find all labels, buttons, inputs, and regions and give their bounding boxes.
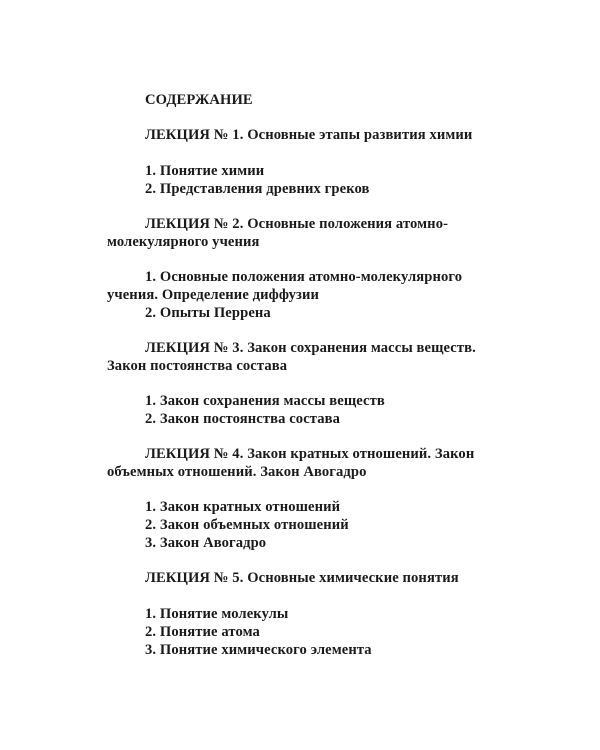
lecture-4-item-1: 1. Закон кратных отношений <box>145 499 341 515</box>
lecture-3-heading-cont: Закон постоянства состава <box>107 358 288 374</box>
lecture-5-heading: ЛЕКЦИЯ № 5. Основные химические понятия <box>145 570 459 586</box>
lecture-4-heading-cont: объемных отношений. Закон Авогадро <box>107 464 367 480</box>
lecture-2-item-1: 1. Основные положения атомно-молекулярного <box>145 269 463 285</box>
lecture-3-heading: ЛЕКЦИЯ № 3. Закон сохранения массы веществ. <box>145 340 476 356</box>
lecture-4-item-2: 2. Закон объемных отношений <box>145 517 349 533</box>
lecture-1-item-2: 2. Представления древних греков <box>145 181 370 197</box>
page-title: СОДЕРЖАНИЕ <box>145 92 253 108</box>
lecture-4-item-3: 3. Закон Авогадро <box>145 535 267 551</box>
lecture-5-item-3: 3. Понятие химического элемента <box>145 642 372 658</box>
lecture-1-heading: ЛЕКЦИЯ № 1. Основные этапы развития химии <box>145 127 473 143</box>
lecture-3-item-1: 1. Закон сохранения массы веществ <box>145 393 385 409</box>
lecture-2-heading-cont: молекулярного учения <box>107 234 260 250</box>
lecture-2-heading: ЛЕКЦИЯ № 2. Основные положения атомно- <box>145 216 449 232</box>
lecture-3-item-2: 2. Закон постоянства состава <box>145 411 340 427</box>
lecture-2-item-2: 2. Опыты Перрена <box>145 305 271 321</box>
lecture-1-item-1: 1. Понятие химии <box>145 163 265 179</box>
lecture-2-item-1-cont: учения. Определение диффузии <box>107 287 320 303</box>
lecture-5-item-1: 1. Понятие молекулы <box>145 606 289 622</box>
lecture-4-heading: ЛЕКЦИЯ № 4. Закон кратных отношений. Закон <box>145 446 475 462</box>
lecture-5-item-2: 2. Понятие атома <box>145 624 260 640</box>
